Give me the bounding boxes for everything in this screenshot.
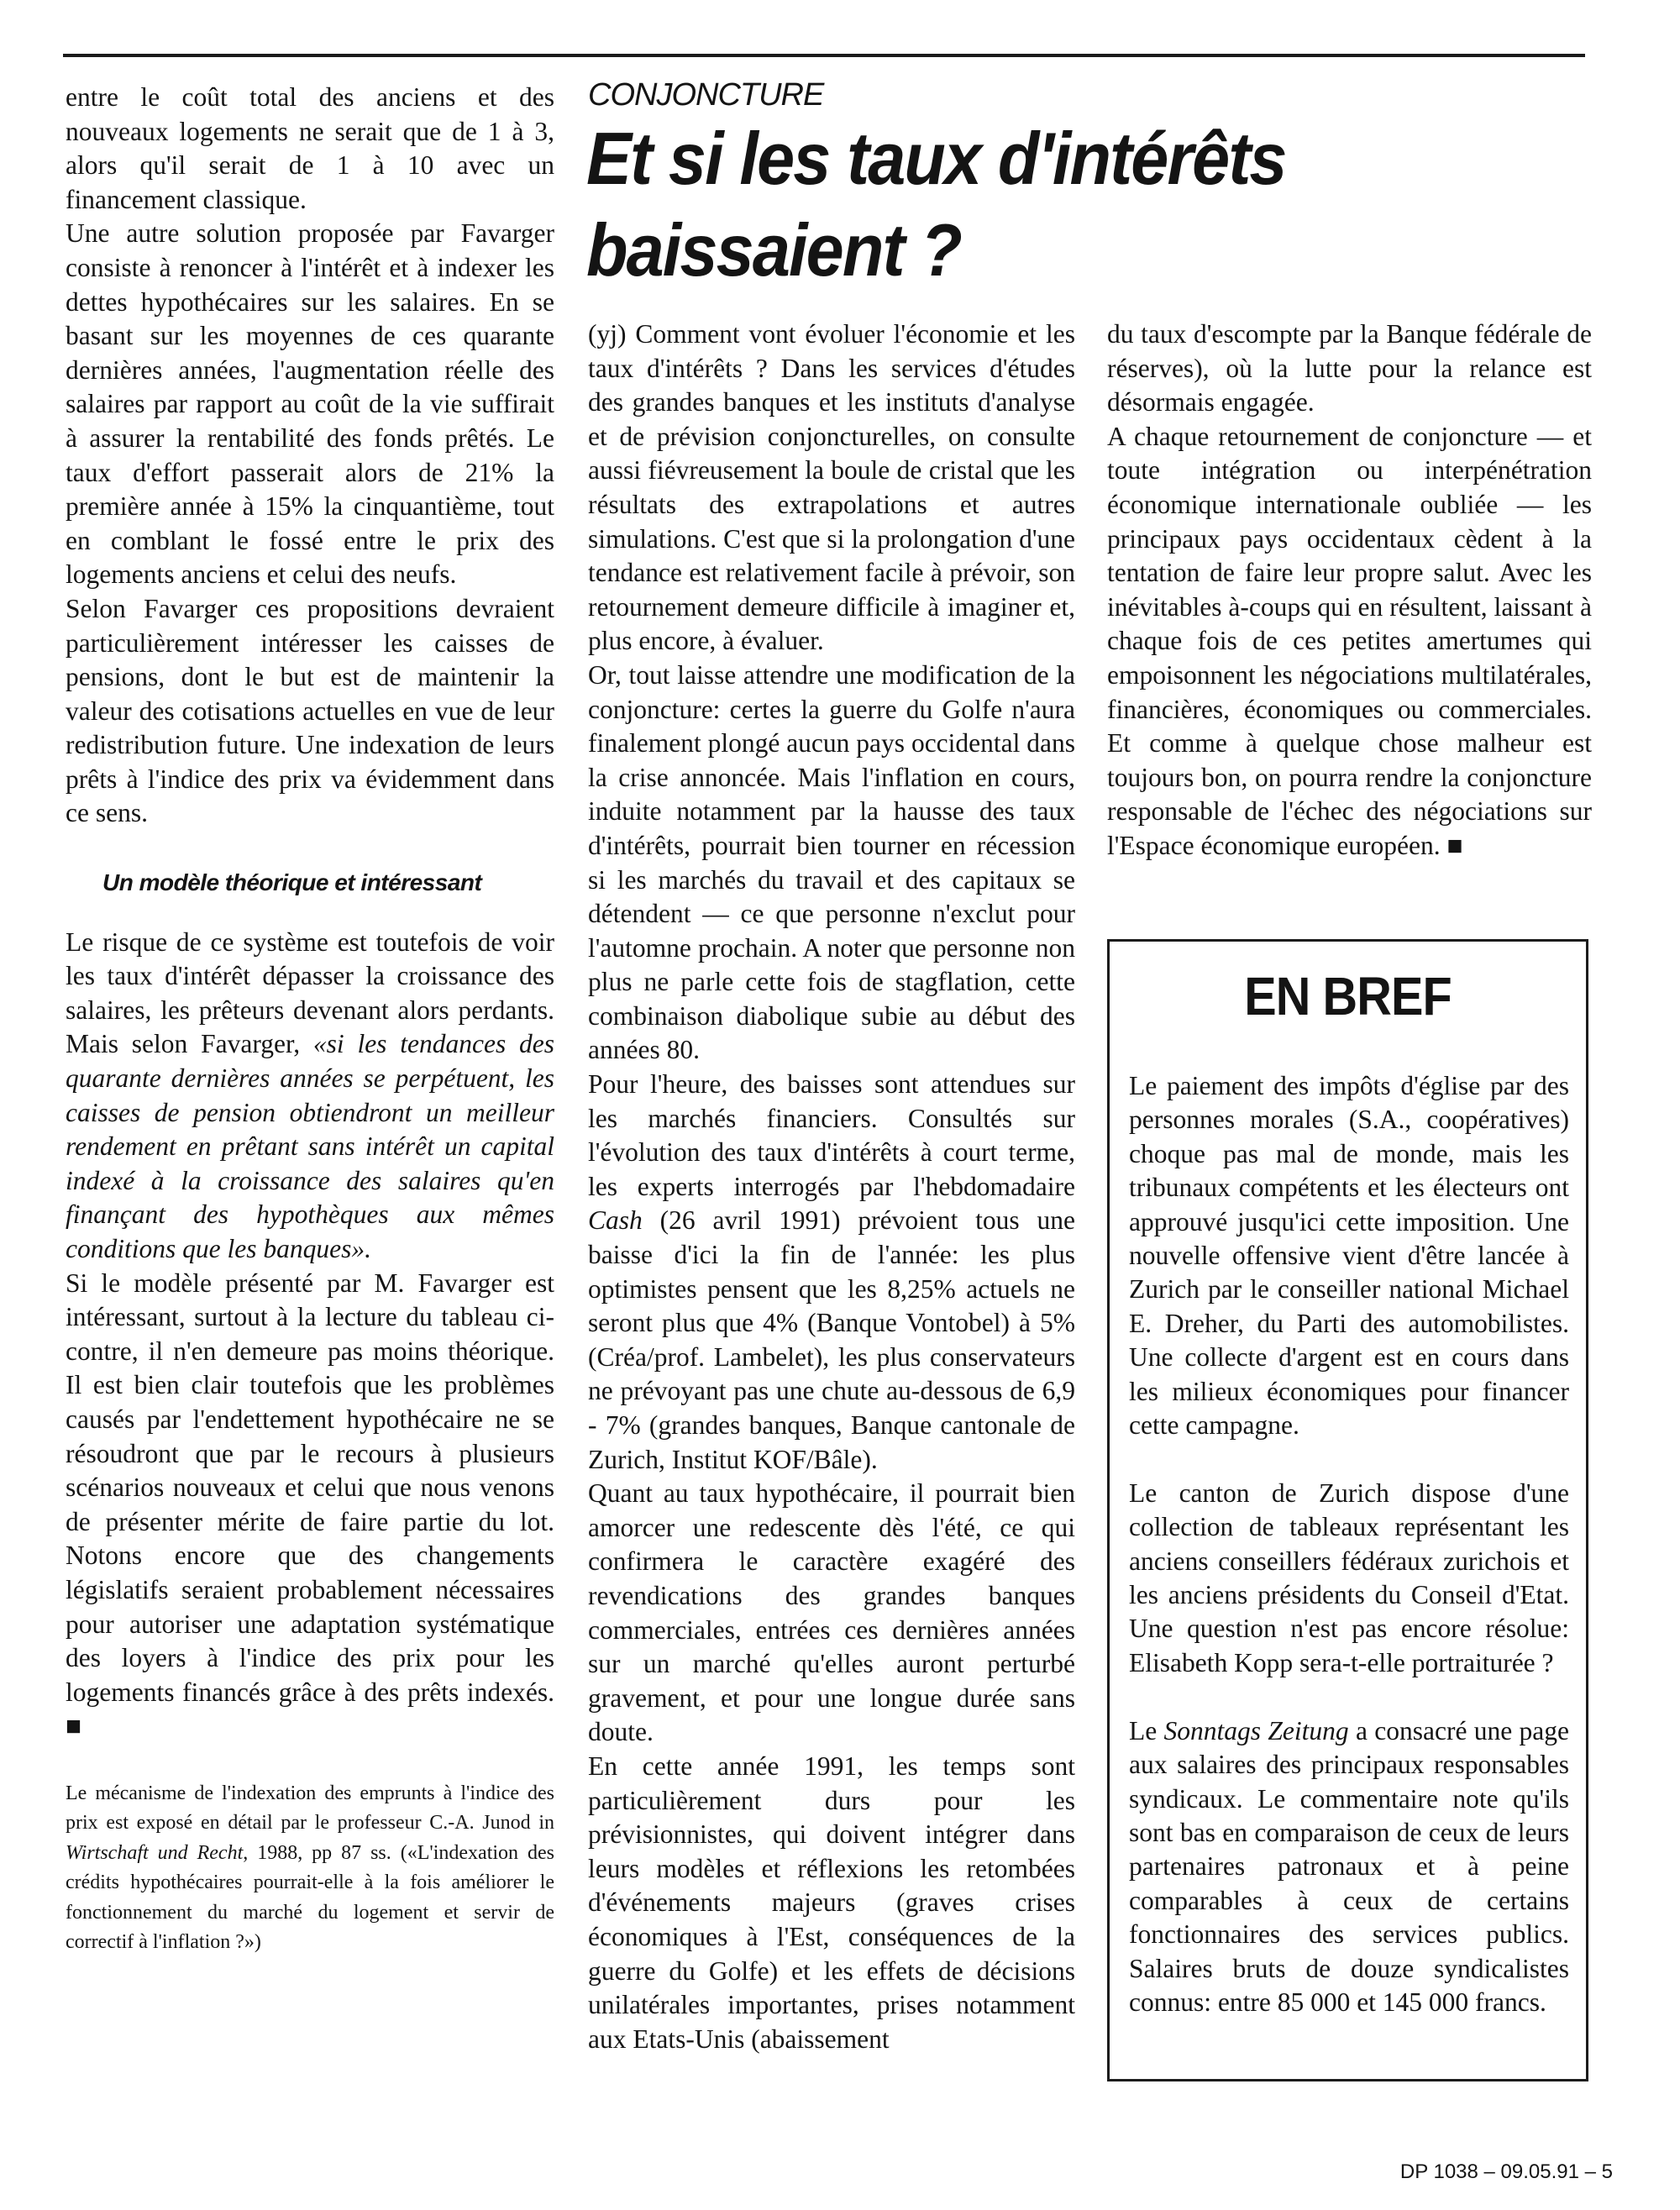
en-bref-items xyxy=(1129,1069,1569,2054)
paragraph: (yj) Comment vont évoluer l'économie et les taux d'intérêts ? Dans les services d'études des grandes banques et les instituts d'analyse et de prévision conjoncturelles, on consulte aussi fiévreusement la boule de cristal que les résultats des extrapolations et autres simulations. C'est que si la prolongation d'une tendance est relativement facile à prévoir, son retournement demeure difficile à imaginer et, plus encore, à évaluer. xyxy=(588,319,1075,656)
paragraph xyxy=(588,1068,1075,1477)
brief-text: a consacré une page aux salaires des principaux responsables syndicaux. Le commentaire note qu'ils sont bas en comparaison de ceux de leurs partenaires patronaux et à peine comparables à ceux de certains fonctionnaires des services publics. Salaires bruts de douze syndicalistes connus: entre 85 000 et 145 000 francs. xyxy=(1129,1715,1569,2017)
paragraph: entre le coût total des anciens et des nouveaux logements ne serait que de 1 à 3, alors qu'il serait de 1 à 10 avec un financement classique. xyxy=(66,82,554,214)
paragraph: Or, tout laisse attendre une modification de la conjoncture: certes la guerre du Golfe n'aura finalement plongé aucun pays occidental dans la crise annoncée. Mais l'inflation en cours, induite notamment par la hausse des taux d'intérêts, pourrait bien tourner en récession si les marchés du travail et des capitaux se détendent — ce que personne n'exclut pour l'automne prochain. A noter que personne non plus ne parle cette fois de stagflation, cette combinaison diabolique subie au début des années 80. xyxy=(588,659,1075,1065)
page-footer: DP 1038 – 09.05.91 – 5 xyxy=(1399,2160,1613,2183)
paragraph: Selon Favarger ces propositions devraient particulièrement intéresser les caisses de pensions, dont le but est de maintenir la valeur des cotisations actuelles en vue de leur redistribution future. Une indexation de leurs prêts à l'indice des prix va évidemment dans ce sens. xyxy=(66,593,554,828)
brief-item: Le paiement des impôts d'église par des personnes morales (S.A., coopératives) choque pas mal de monde, mais les tribunaux compétents et les électeurs ont approuvé jusqu'ici cette imposition. Une nouvelle offensive vient d'être lancée à Zurich par le conseiller national Michael E. Dreher, du Parti des automobilistes. Une collecte d'argent est en cours dans les milieux économiques pour financer cette campagne. xyxy=(1129,1071,1569,1441)
journal-title: Wirtschaft und Recht xyxy=(66,1841,244,1864)
brief-item: Le canton de Zurich dispose d'une collection de tableaux représentant les anciens conseillers fédéraux zurichois et les anciens présidents du Conseil d'Etat. Une question n'est pas encore résolue: Elisabeth Kopp sera-t-elle portraiturée ? xyxy=(1129,1478,1569,1677)
paragraph: A chaque retournement de conjoncture — et toute intégration ou interpénétration économique internationale oubliée — les principaux pays occidentaux cèdent à la tentation de faire leur propre salut. Avec les inévitables à-coups qui en résultent, laissant à chaque fois de ces petites amertumes qui empoisonnent les négociations multilatérales, financières, économiques ou commerciales. Et comme à quelque chose malheur est toujours bon, on pourra rendre la conjoncture responsable de l'échec des négociations sur l'Espace économique européen. ■ xyxy=(1107,421,1592,860)
footnote xyxy=(66,1779,554,1958)
paragraph: Quant au taux hypothécaire, il pourrait bien amorcer une redescente dès l'été, ce qui confirmera le caractère exagéré des revendications des grandes banques commerciales, entrées ces dernières années sur un marché qu'elles auront perturbé gravement, et pour une longue durée sans doute. xyxy=(588,1478,1075,1747)
brief-text: Le xyxy=(1129,1715,1164,1745)
publication-name: Sonntags Zeitung xyxy=(1163,1715,1349,1745)
subheading: Un modèle théorique et intéressant xyxy=(102,869,482,896)
column-left xyxy=(66,81,554,1958)
footnote-text: , 1988, pp 87 ss. («L'indexation des crédits hypothécaires pourrait-elle à la fois améliorer le fonctionnement du marché du logement et servir de correctif à l'inflation ?») xyxy=(66,1841,554,1954)
en-bref-box xyxy=(1107,939,1588,2081)
paragraph-text: Le risque de ce système est toutefois de voir les taux d'intérêt dépasser la croissance des salaires, les prêteurs devenant alors perdants. Mais selon Favarger, xyxy=(66,927,554,1059)
paragraph-text: Pour l'heure, des baisses sont attendues sur les marchés financiers. Consultés sur l'évolution des taux d'intérêts à court terme, les experts interrogés par l'hebdomadaire xyxy=(588,1069,1075,1201)
article-headline: Et si les taux d'intérêts baissaient ? xyxy=(586,117,1286,291)
publication-name: Cash xyxy=(588,1205,643,1236)
en-bref-title: EN BREF xyxy=(1244,966,1452,1026)
footnote-text: Le mécanisme de l'indexation des emprunts à l'indice des prix est exposé en détail par le professeur C.-A. Junod in xyxy=(66,1782,554,1835)
paragraph: Si le modèle présenté par M. Favarger est intéressant, surtout à la lecture du tableau ci-contre, il n'en demeure pas moins théorique. Il est bien clair toutefois que les problèmes causés par l'endettement hypothécaire ne se résoudront que par le recours à plusieurs scénarios nouveaux et celui que nous venons de présenter mérite de faire partie du lot. Notons encore que des changements législatifs seraient probablement nécessaires pour autoriser une adaptation systématique des loyers à l'indice des prix pour les logements financés grâce à des prêts indexés. ■ xyxy=(66,1268,554,1741)
favarger-quote: «si les tendances des quarante dernières années se perpétuent, les caisses de pension obtiendront un meilleur rendement en prêtant sans intérêt un capital indexé à la croissance des salaires qu'en finançant des hypothèques aux mêmes conditions que les banques». xyxy=(66,1029,554,1263)
paragraph: En cette année 1991, les temps sont particulièrement durs pour les prévisionnistes, qui doivent intégrer dans leurs modèles et réflexions les retombées d'événements majeurs (graves crises économiques à l'Est, conséquences de la guerre du Golfe) et les effets de décisions unilatérales importantes, prises notamment aux Etats-Unis (abaissement xyxy=(588,1751,1075,2054)
column-middle xyxy=(588,318,1075,2056)
paragraph: du taux d'escompte par la Banque fédérale de réserves), où la lutte pour la relance est désormais engagée. xyxy=(1107,319,1592,417)
section-kicker: CONJONCTURE xyxy=(588,77,824,113)
brief-item xyxy=(1129,1714,1569,2020)
column-right xyxy=(1107,318,1592,864)
top-rule xyxy=(63,54,1585,57)
paragraph: Une autre solution proposée par Favarger consiste à renoncer à l'intérêt et à indexer les dettes hypothécaires sur les salaires. En se basant sur les moyennes de ces quarante dernières années, l'augmentation réelle des salaires par rapport au coût de la vie suffirait à assurer la rentabilité des fonds prêtés. Le taux d'effort passerait alors de 21% la première année à 15% la cinquantième, tout en comblant le fossé entre le prix des logements anciens et celui des neufs. xyxy=(66,218,554,590)
paragraph-text: (26 avril 1991) prévoient tous une baisse d'ici la fin de l'année: les plus optimistes pensent que les 8,25% actuels ne seront plus que 4% (Banque Vontobel) à 5% (Créa/prof. Lambelet), les plus conservateurs ne prévoyant pas une chute au-dessous de 6,9 - 7% (grandes banques, Banque cantonale de Zurich, Institut KOF/Bâle). xyxy=(588,1205,1075,1474)
paragraph xyxy=(66,926,554,1267)
